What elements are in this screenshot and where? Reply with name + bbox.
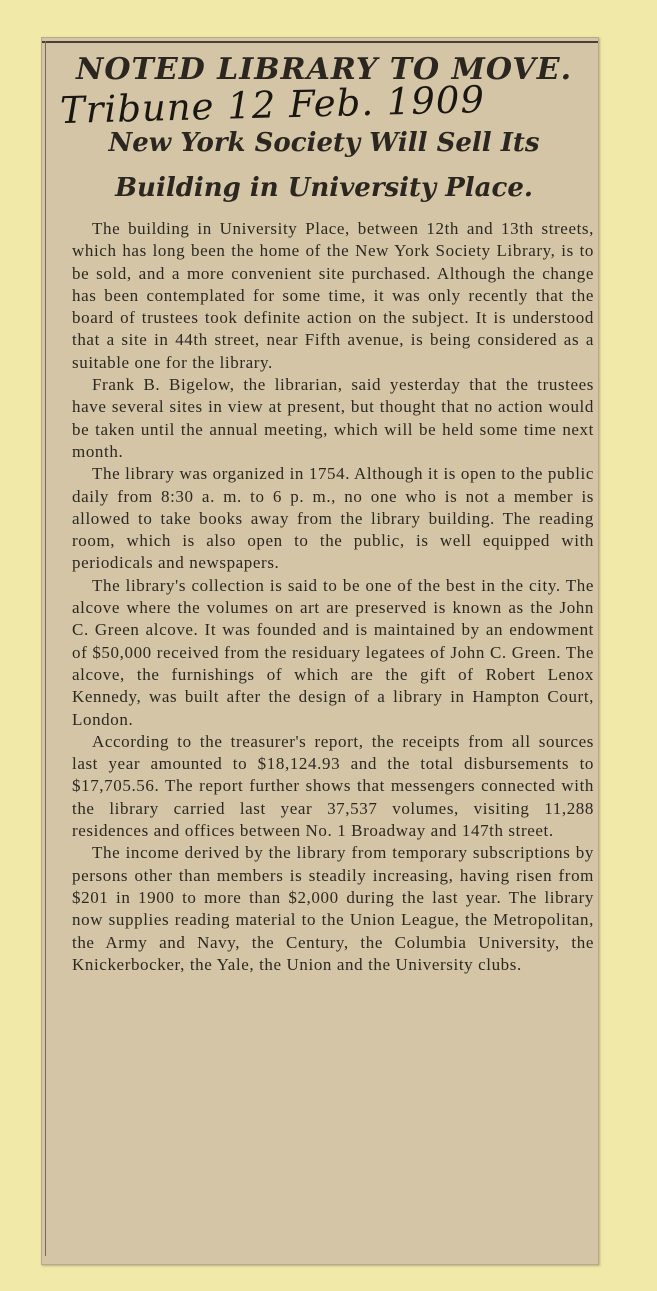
- paragraph: The library's collection is said to be one of the best in the city. The alcove where the volumes on art are preserved is known as the John C. Green alcove. It was founded and is maintained by an endowment of $50,000 received from the residuary legatees of John C. Green. The alcove, the furnishings of which are the gift of Robert Lenox Kennedy, was built after the design of a library in Hampton Court, London.: [72, 575, 594, 729]
- paragraph: The income derived by the library from temporary subscriptions by persons other than members is steadily increasing, having risen from $201 in 1900 to more than $2,000 during the last year. The library now supplies reading material to the Union League, the Metropolitan, the Army and Navy, the Century, the Columbia University, the Knickerbocker, the Yale, the Union and the University clubs.: [72, 843, 594, 974]
- article-body: [72, 218, 594, 976]
- headline: NOTED LIBRARY TO MOVE.: [75, 52, 573, 87]
- paragraph: According to the treasurer's report, the receipts from all sources last year amounted to $18,124.93 and the total disbursements to $17,705.56. The report further shows that messengers connected with the library carried last year 37,537 volumes, visiting 11,288 residences and offices between No. 1 Broadway and 147th street.: [72, 731, 594, 841]
- subheadline-line-2: Building in University Place.: [115, 173, 533, 203]
- top-rule: [42, 41, 598, 43]
- paragraph: The library was organized in 1754. Although it is open to the public daily from 8:30 a. m. to 6 p. m., no one who is not a member is allowed to take books away from the library building. The reading room, which is also open to the public, is well equipped with periodicals and newspapers.: [72, 464, 594, 573]
- paragraph: The building in University Place, between 12th and 13th streets, which has long been the home of the New York Society Library, is to be sold, and a more convenient site purchased. Although the change has been contemplated for some time, it was only recently that the board of trustees took definite action on the subject. It is understood that a site in 44th street, near Fifth avenue, is being considered as a suitable one for the library.: [72, 219, 594, 372]
- column-rule: [45, 41, 46, 1256]
- handwritten-note: Tribune 12 Feb. 1909: [59, 77, 486, 133]
- newspaper-clipping: [41, 37, 599, 1265]
- paragraph: Frank B. Bigelow, the librarian, said yesterday that the trustees have several sites in view at present, but thought that no action would be taken until the annual meeting, which will be held some time next month.: [72, 375, 594, 461]
- subheadline-line-1: New York Society Will Sell Its: [108, 128, 540, 158]
